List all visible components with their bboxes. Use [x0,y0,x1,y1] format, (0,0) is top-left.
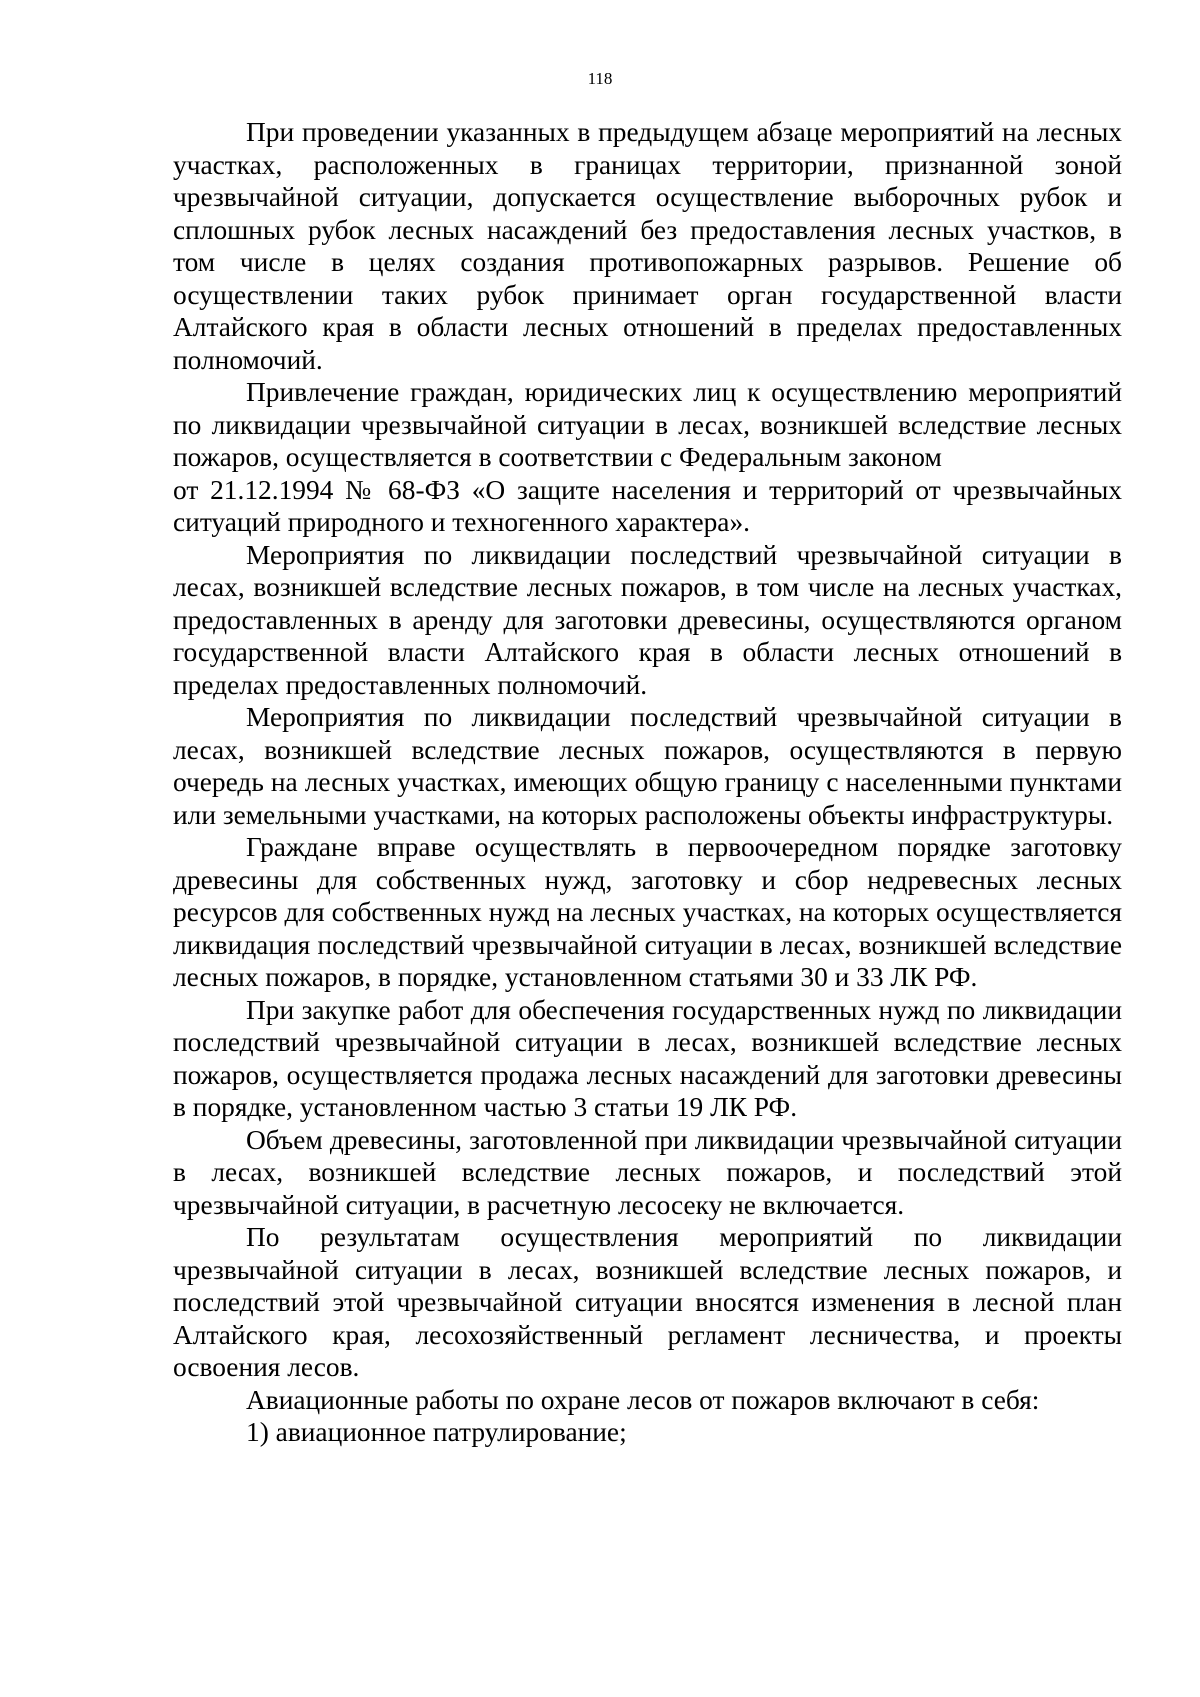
paragraph: Мероприятия по ликвидации последствий чрезвычайной ситуации в лесах, возникшей вследствие лесных пожаров, осуществляются в первую очередь на лесных участках, имеющих общую границу с населенными пунктами или земельными участками, на которых расположены объекты инфраструктуры. [173,702,1122,830]
paragraph: Граждане вправе осуществлять в первоочередном порядке заготовку древесины для собственных нужд, заготовку и сбор недревесных лесных ресурсов для собственных нужд на лесных участках, на которых осуществляется ликвидация последствий чрезвычайной ситуации в лесах, возникшей вследствие лесных пожаров, в порядке, установленном статьями 30 и 33 ЛК РФ. [173,832,1122,992]
paragraph: Авиационные работы по охране лесов от пожаров включают в себя: [246,1384,1040,1415]
paragraph: Объем древесины, заготовленной при ликвидации чрезвычайной ситуации в лесах, возникшей вследствие лесных пожаров, и последствий этой чрезвычайной ситуации, в расчетную лесосеку не включается. [173,1124,1122,1220]
page-number: 118 [587,69,613,88]
paragraph: 1) авиационное патрулирование; [246,1417,627,1447]
document-body [173,116,1122,1449]
paragraph: При проведении указанных в предыдущем абзаце мероприятий на лесных участках, расположенных в границах территории, признанной зоной чрезвычайной ситуации, допускается осуществление выборочных рубок и сплошных рубок лесных насаждений без предоставления лесных участков, в том числе в целях создания противопожарных разрывов. Решение об осуществлении таких рубок принимает орган государственной власти Алтайского края в области лесных отношений в пределах предоставленных полномочий. [173,117,1122,375]
paragraph: Привлечение граждан, юридических лиц к осуществлению мероприятий по ликвидации чрезвычайной ситуации в лесах, возникшей вследствие лесных пожаров, осуществляется в соответствии с Федеральным законом [173,377,1122,472]
paragraph: По результатам осуществления мероприятий по ликвидации чрезвычайной ситуации в лесах, возникшей вследствие лесных пожаров, и последствий этой чрезвычайной ситуации вносятся изменения в лесной план Алтайского края, лесохозяйственный регламент лесничества, и проекты освоения лесов. [173,1222,1122,1382]
paragraph: от 21.12.1994 № 68-ФЗ «О защите населения и территорий от чрезвычайных ситуаций природного и техногенного характера». [173,474,1122,537]
paragraph: При закупке работ для обеспечения государственных нужд по ликвидации последствий чрезвычайной ситуации в лесах, возникшей вследствие лесных пожаров, осуществляется продажа лесных насаждений для заготовки древесины в порядке, установленном частью 3 статьи 19 ЛК РФ. [173,994,1122,1122]
paragraph: Мероприятия по ликвидации последствий чрезвычайной ситуации в лесах, возникшей вследствие лесных пожаров, в том числе на лесных участках, предоставленных в аренду для заготовки древесины, осуществляются органом государственной власти Алтайского края в области лесных отношений в пределах предоставленных полномочий. [173,539,1122,700]
